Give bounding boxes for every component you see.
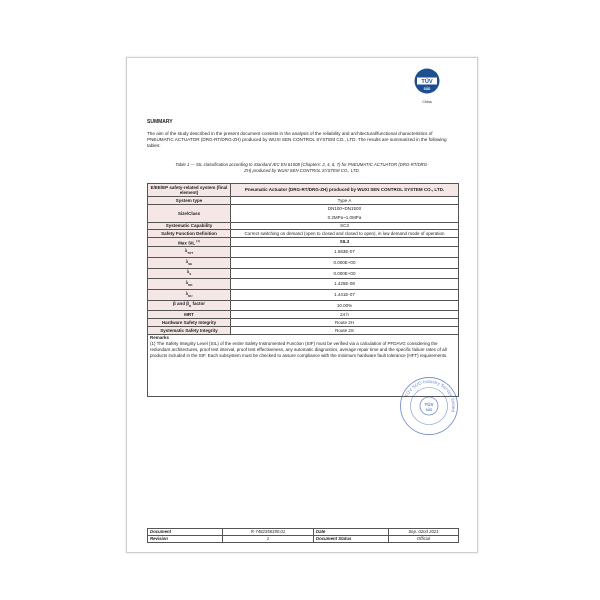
size-class-value xyxy=(231,205,459,222)
table-row xyxy=(148,258,459,269)
lambda-se-key: $\lambda_{SE}$ xyxy=(148,258,231,269)
header-value: Pneumatic Actuator (DRG-RT/DRG-ZH) produced by WUXI SEN CONTROL SYSTEM CO., LTD. xyxy=(231,184,459,197)
hw-integrity-value: Route 2H xyxy=(231,319,459,327)
document-page xyxy=(126,57,478,553)
mrt-value: 24 h xyxy=(231,311,459,319)
lambda-s-key: $\lambda_S$ xyxy=(148,268,231,279)
table-row xyxy=(148,279,459,290)
table-caption: Table 1 — SIL classification according to Standard IEC EN 61508 (Chapters: 2, 4, 6, 7) for PNEUMATIC ACTUATOR (DRG-RT/DRG-ZH) produced by WUXI SEN CONTROL SYSTEM CO., LTD. xyxy=(175,162,429,173)
footer-revision-value: 1 xyxy=(223,535,314,542)
document-footer-table xyxy=(147,528,459,543)
table-row xyxy=(148,222,459,230)
footer-date-label: Date xyxy=(314,529,389,536)
logo-sub: SÜD xyxy=(423,87,431,91)
table-row xyxy=(148,230,459,238)
sys-integrity-value: Route 2S xyxy=(231,326,459,334)
table-row xyxy=(148,238,459,247)
table-row xyxy=(148,268,459,279)
size-class-key: Size/Class xyxy=(148,205,231,222)
tuv-logo xyxy=(412,68,442,104)
capability-key: Systematic Capability xyxy=(148,222,231,230)
table-row xyxy=(148,184,459,197)
hw-integrity-key: Hardware Safety Integrity xyxy=(148,319,231,327)
table-row xyxy=(148,197,459,205)
footer-document-label: Document xyxy=(148,529,223,536)
table-row xyxy=(148,300,459,311)
stamp-center-top: TÜV xyxy=(424,402,434,407)
logo-mark: TÜV xyxy=(421,79,433,86)
size-class-pressure: 0.2MPa~1.0MPa xyxy=(327,215,362,221)
safety-function-value: Correct switching on demand (open to closed and closed to open), in low demand mode of operation xyxy=(231,230,459,238)
lambda-s-value: 0.000E+00 xyxy=(231,268,459,279)
footer-status-value: Official xyxy=(389,535,459,542)
max-sil-note: (1) xyxy=(196,238,200,243)
footer-status-label: Document Status xyxy=(314,535,389,542)
lambda-se-value: 0.000E+00 xyxy=(231,258,459,269)
lambda-du-value: 1.441E-07 xyxy=(231,290,459,301)
lambda-dd-key: $\lambda_{DD}$ xyxy=(148,279,231,290)
remarks-text: (1) The Safety Integrity Level (SIL) of the entire Safety Instrumented Function (SIF) must be verified via a calculation of PFDAVG considering the redundant architectures, proof test interval, proof test effectiveness, any automatic diagnostics, average repair time and the specific failure rates of all products included in the SIF. Each subsystem must be checked to assure compliance with the minimum hardware fault tolerance (HFT) requirements. xyxy=(150,341,448,359)
tuv-logo-icon xyxy=(414,68,440,94)
lambda-du-key: $\lambda_{DU}$ xyxy=(148,290,231,301)
table-row xyxy=(148,535,459,542)
stamp-center-bottom: SÜD xyxy=(425,408,433,412)
system-type-value: Type A xyxy=(231,197,459,205)
lambda-tot-value: 1.583E-07 xyxy=(231,247,459,258)
capability-value: SC3 xyxy=(231,222,459,230)
sil-classification-table xyxy=(147,183,459,397)
table-row xyxy=(148,290,459,301)
lambda-tot-key: $\lambda_{TOT}$ xyxy=(148,247,231,258)
stamp-ring-text: TÜV SÜD Industry Service limited xyxy=(403,378,457,413)
size-class-dn: DN100~DN1500 xyxy=(327,205,362,211)
table-row xyxy=(148,311,459,319)
footer-document-value: R-7482356390.01 xyxy=(223,529,314,536)
table-row xyxy=(148,205,459,222)
table-row xyxy=(148,319,459,327)
max-sil-value: SIL3 xyxy=(231,238,459,247)
system-type-key: System type xyxy=(148,197,231,205)
safety-function-key: Safety Function Definition xyxy=(148,230,231,238)
table-row xyxy=(148,247,459,258)
mrt-key: MRT xyxy=(148,311,231,319)
footer-revision-label: Revision xyxy=(148,535,223,542)
sys-integrity-key: Systematic Safety Integrity xyxy=(148,326,231,334)
logo-country: China xyxy=(422,100,432,104)
beta-value: 10.00% xyxy=(231,300,459,311)
summary-heading: SUMMARY xyxy=(147,119,173,125)
certification-stamp-icon xyxy=(399,376,459,436)
summary-intro: The aim of the study described in the present document consists in the analysis of the reliability and architectural/functional characteristics of PNEUMATIC ACTUATOR (DRG-RT/DRG-ZH) produced by WUXI SEN CONTROL SYSTEM CO., LTD. The results are summarized in the following tables: xyxy=(147,131,447,149)
table-row xyxy=(148,529,459,536)
table-row xyxy=(148,326,459,334)
header-key: E/EE/EP safety-related system (final element) xyxy=(148,184,231,197)
beta-key: β and $\beta_D$ factor xyxy=(148,300,231,311)
remarks-title: Remarks xyxy=(150,335,170,341)
max-sil-key xyxy=(148,238,231,247)
footer-date-value: Sep. 02nd 2021 xyxy=(389,529,459,536)
max-sil-label: Max SIL xyxy=(178,240,195,246)
lambda-dd-value: 1.425E-08 xyxy=(231,279,459,290)
